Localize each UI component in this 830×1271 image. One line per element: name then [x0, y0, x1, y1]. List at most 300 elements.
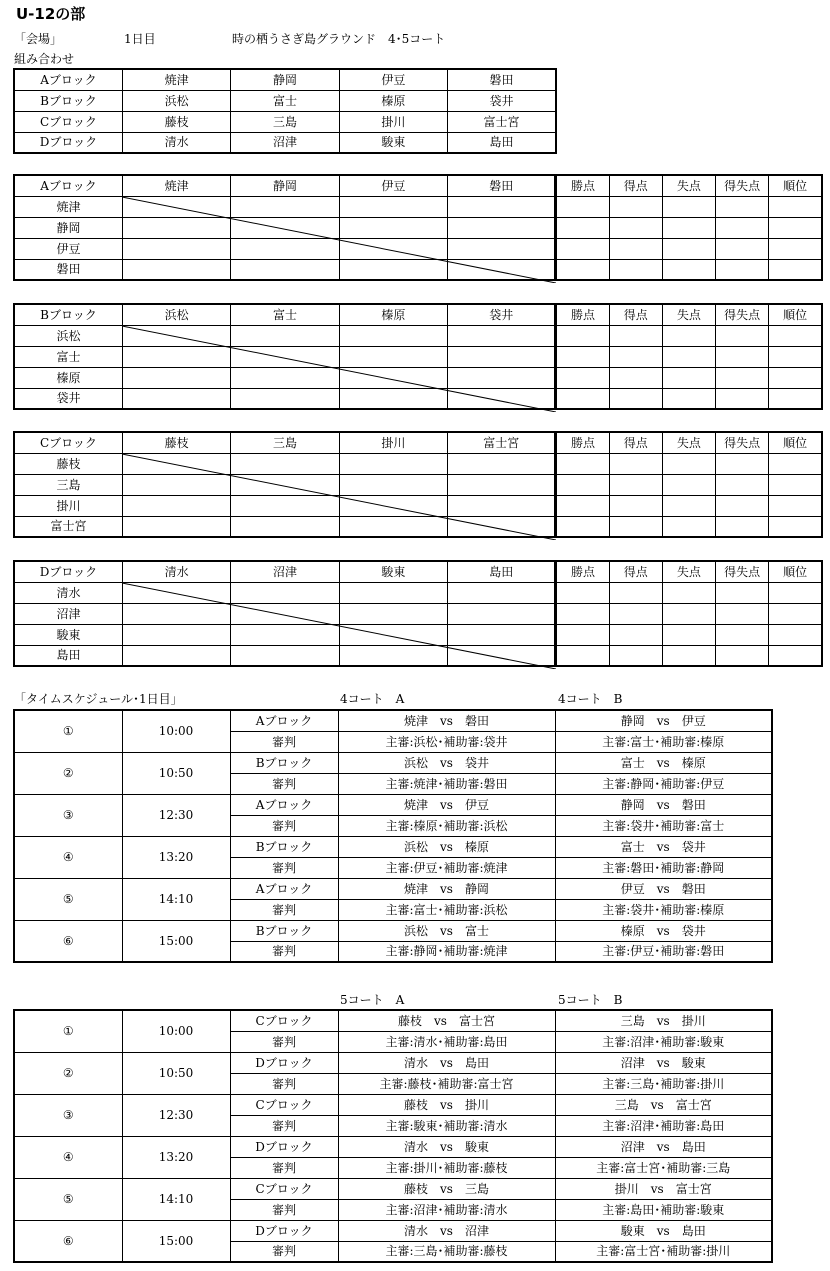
standings-header: 得失点	[716, 304, 769, 325]
court-a-match: 浜松 vs 袋井	[338, 752, 555, 773]
league-row	[14, 325, 822, 346]
team-cell: 島田	[448, 132, 556, 153]
team-cell: 磐田	[448, 69, 556, 90]
court-a-match: 清水 vs 駿東	[338, 1136, 555, 1157]
court-b-match: 駿東 vs 島田	[555, 1220, 772, 1241]
team-name: 島田	[14, 645, 122, 666]
league-row	[14, 388, 822, 409]
court-b-match: 沼津 vs 島田	[555, 1136, 772, 1157]
match-time: 14:10	[122, 878, 230, 920]
block-name: Cブロック	[230, 1178, 338, 1199]
standings-cell	[769, 346, 822, 367]
court-a-referee: 主審:焼津･補助審:磐田	[338, 773, 555, 794]
standings-cell	[662, 603, 715, 624]
standings-cell	[556, 645, 609, 666]
court-b-referee: 主審:袋井･補助審:榛原	[555, 899, 772, 920]
standings-cell	[556, 196, 609, 217]
team-header: 浜松	[122, 304, 230, 325]
result-cell	[122, 453, 230, 474]
standings-cell	[609, 453, 662, 474]
result-cell	[339, 196, 447, 217]
referee-label: 審判	[230, 1199, 338, 1220]
result-cell	[448, 516, 556, 537]
league-row	[14, 346, 822, 367]
league-row	[14, 453, 822, 474]
court-5a-label: 5コート A	[340, 993, 405, 1007]
result-cell	[231, 388, 339, 409]
standings-cell	[716, 453, 769, 474]
team-header: 掛川	[339, 432, 447, 453]
team-name: 浜松	[14, 325, 122, 346]
team-cell: 藤枝	[122, 111, 230, 132]
standings-cell	[556, 474, 609, 495]
schedule-title: 「タイムスケジュール･1日目」	[14, 692, 183, 706]
standings-cell	[662, 495, 715, 516]
result-cell	[231, 196, 339, 217]
standings-header: 勝点	[556, 432, 609, 453]
match-time: 12:30	[122, 794, 230, 836]
standings-header: 失点	[662, 561, 715, 582]
standings-cell	[556, 495, 609, 516]
referee-label: 審判	[230, 941, 338, 962]
standings-cell	[716, 516, 769, 537]
match-time: 15:00	[122, 1220, 230, 1262]
result-cell	[339, 495, 447, 516]
court-a-referee: 主審:浜松･補助審:袋井	[338, 731, 555, 752]
court-4a-label: 4コート A	[340, 692, 405, 706]
team-name: 掛川	[14, 495, 122, 516]
team-name: 三島	[14, 474, 122, 495]
standings-cell	[769, 453, 822, 474]
standings-cell	[556, 217, 609, 238]
court-a-referee: 主審:榛原･補助審:浜松	[338, 815, 555, 836]
schedule-row	[14, 836, 772, 857]
block-name: Bブロック	[230, 920, 338, 941]
result-cell	[448, 217, 556, 238]
court-a-referee: 主審:富士･補助審:浜松	[338, 899, 555, 920]
standings-cell	[609, 325, 662, 346]
standings-cell	[769, 516, 822, 537]
standings-cell	[662, 582, 715, 603]
court-b-referee: 主審:富士･補助審:榛原	[555, 731, 772, 752]
standings-cell	[769, 238, 822, 259]
block-name: Bブロック	[230, 836, 338, 857]
venue-label: 「会場」	[14, 32, 63, 46]
league-row	[14, 217, 822, 238]
standings-cell	[716, 325, 769, 346]
standings-cell	[556, 259, 609, 280]
standings-cell	[609, 624, 662, 645]
result-cell	[122, 582, 230, 603]
block-label: Cブロック	[14, 111, 122, 132]
result-cell	[339, 474, 447, 495]
team-name: 藤枝	[14, 453, 122, 474]
match-time: 10:50	[122, 1052, 230, 1094]
standings-cell	[609, 196, 662, 217]
result-cell	[448, 582, 556, 603]
standings-cell	[716, 388, 769, 409]
standings-cell	[609, 516, 662, 537]
result-cell	[231, 603, 339, 624]
team-name: 磐田	[14, 259, 122, 280]
result-cell	[231, 259, 339, 280]
block-name: Cブロック	[230, 1094, 338, 1115]
standings-header: 得点	[609, 432, 662, 453]
match-number: ①	[14, 1010, 122, 1052]
standings-cell	[769, 217, 822, 238]
schedule-row	[14, 710, 772, 731]
standings-cell	[609, 603, 662, 624]
court-4b-label: 4コート B	[558, 692, 623, 706]
referee-label: 審判	[230, 1115, 338, 1136]
standings-cell	[609, 346, 662, 367]
league-row	[14, 516, 822, 537]
standings-cell	[662, 259, 715, 280]
result-cell	[122, 495, 230, 516]
standings-cell	[769, 325, 822, 346]
standings-cell	[556, 516, 609, 537]
block-name: Aブロック	[230, 710, 338, 731]
standings-cell	[609, 495, 662, 516]
team-cell: 富士宮	[448, 111, 556, 132]
league-row	[14, 624, 822, 645]
team-name: 駿東	[14, 624, 122, 645]
standings-cell	[556, 346, 609, 367]
team-cell: 駿東	[339, 132, 447, 153]
group-row-a	[14, 69, 556, 90]
standings-cell	[769, 367, 822, 388]
result-cell	[339, 259, 447, 280]
court-b-match: 沼津 vs 駿東	[555, 1052, 772, 1073]
match-time: 10:00	[122, 710, 230, 752]
group-row-b	[14, 90, 556, 111]
league-table	[13, 560, 823, 667]
match-number: ⑥	[14, 920, 122, 962]
court-a-match: 藤枝 vs 三島	[338, 1178, 555, 1199]
team-cell: 清水	[122, 132, 230, 153]
court-a-referee: 主審:静岡･補助審:焼津	[338, 941, 555, 962]
team-cell: 静岡	[231, 69, 339, 90]
result-cell	[339, 645, 447, 666]
standings-cell	[662, 238, 715, 259]
league-row	[14, 582, 822, 603]
league-row	[14, 259, 822, 280]
team-header: 焼津	[122, 175, 230, 196]
standings-cell	[556, 582, 609, 603]
result-cell	[339, 582, 447, 603]
league-row	[14, 645, 822, 666]
referee-label: 審判	[230, 1073, 338, 1094]
result-cell	[448, 388, 556, 409]
match-number: ②	[14, 752, 122, 794]
standings-cell	[769, 495, 822, 516]
result-cell	[231, 474, 339, 495]
standings-cell	[609, 388, 662, 409]
block-name: Dブロック	[230, 1136, 338, 1157]
schedule-row	[14, 794, 772, 815]
schedule-row	[14, 1094, 772, 1115]
result-cell	[122, 624, 230, 645]
standings-cell	[609, 645, 662, 666]
standings-cell	[716, 259, 769, 280]
team-header: 藤枝	[122, 432, 230, 453]
court-b-match: 三島 vs 富士宮	[555, 1094, 772, 1115]
team-header: 清水	[122, 561, 230, 582]
schedule-row	[14, 878, 772, 899]
league-row	[14, 238, 822, 259]
standings-header: 順位	[769, 175, 822, 196]
standings-cell	[769, 388, 822, 409]
league-row	[14, 196, 822, 217]
result-cell	[231, 325, 339, 346]
result-cell	[339, 624, 447, 645]
standings-cell	[769, 624, 822, 645]
court-b-match: 榛原 vs 袋井	[555, 920, 772, 941]
league-row	[14, 474, 822, 495]
referee-label: 審判	[230, 1157, 338, 1178]
standings-cell	[769, 196, 822, 217]
standings-cell	[609, 259, 662, 280]
result-cell	[122, 367, 230, 388]
team-header: 三島	[231, 432, 339, 453]
team-name: 榛原	[14, 367, 122, 388]
league-row	[14, 603, 822, 624]
court-a-match: 清水 vs 島田	[338, 1052, 555, 1073]
result-cell	[122, 238, 230, 259]
team-name: 静岡	[14, 217, 122, 238]
court-b-referee: 主審:富士宮･補助審:三島	[555, 1157, 772, 1178]
team-name: 清水	[14, 582, 122, 603]
standings-header: 失点	[662, 304, 715, 325]
block-name: Aブロック	[230, 878, 338, 899]
result-cell	[339, 453, 447, 474]
standings-cell	[716, 645, 769, 666]
standings-cell	[662, 388, 715, 409]
match-number: ①	[14, 710, 122, 752]
block-label: Bブロック	[14, 90, 122, 111]
standings-header: 順位	[769, 304, 822, 325]
standings-cell	[769, 645, 822, 666]
standings-cell	[716, 624, 769, 645]
standings-cell	[769, 603, 822, 624]
match-number: ⑤	[14, 878, 122, 920]
result-cell	[448, 603, 556, 624]
block-label: Aブロック	[14, 69, 122, 90]
match-time: 15:00	[122, 920, 230, 962]
result-cell	[339, 516, 447, 537]
standings-cell	[556, 367, 609, 388]
court-b-referee: 主審:静岡･補助審:伊豆	[555, 773, 772, 794]
court-a-match: 焼津 vs 伊豆	[338, 794, 555, 815]
standings-header: 順位	[769, 432, 822, 453]
result-cell	[448, 238, 556, 259]
result-cell	[339, 388, 447, 409]
standings-header: 得点	[609, 304, 662, 325]
court-b-referee: 主審:三島･補助審:掛川	[555, 1073, 772, 1094]
schedule-row	[14, 920, 772, 941]
result-cell	[339, 346, 447, 367]
result-cell	[122, 516, 230, 537]
result-cell	[448, 367, 556, 388]
result-cell	[448, 645, 556, 666]
standings-cell	[716, 367, 769, 388]
match-time: 12:30	[122, 1094, 230, 1136]
team-header: 富士	[231, 304, 339, 325]
court-b-match: 静岡 vs 磐田	[555, 794, 772, 815]
block-name: Aブロック	[230, 794, 338, 815]
result-cell	[231, 217, 339, 238]
court-a-referee: 主審:掛川･補助審:藤枝	[338, 1157, 555, 1178]
court-b-match: 三島 vs 掛川	[555, 1010, 772, 1031]
standings-cell	[662, 367, 715, 388]
team-name: 焼津	[14, 196, 122, 217]
standings-cell	[716, 603, 769, 624]
referee-label: 審判	[230, 899, 338, 920]
team-cell: 掛川	[339, 111, 447, 132]
result-cell	[339, 367, 447, 388]
league-table	[13, 174, 823, 281]
team-header: 島田	[448, 561, 556, 582]
standings-header: 得点	[609, 175, 662, 196]
standings-cell	[662, 645, 715, 666]
result-cell	[122, 645, 230, 666]
standings-cell	[556, 238, 609, 259]
referee-label: 審判	[230, 1241, 338, 1262]
groups-table	[13, 68, 557, 154]
result-cell	[231, 645, 339, 666]
team-cell: 焼津	[122, 69, 230, 90]
team-cell: 伊豆	[339, 69, 447, 90]
standings-header: 得失点	[716, 175, 769, 196]
standings-header: 失点	[662, 432, 715, 453]
court-b-referee: 主審:磐田･補助審:静岡	[555, 857, 772, 878]
block-name: Dブロック	[230, 1220, 338, 1241]
court-b-match: 掛川 vs 富士宮	[555, 1178, 772, 1199]
block-name: Cブロック	[230, 1010, 338, 1031]
team-header: 沼津	[231, 561, 339, 582]
schedule-table-court4	[13, 709, 773, 963]
groups-label: 組み合わせ	[14, 52, 75, 66]
referee-label: 審判	[230, 731, 338, 752]
referee-label: 審判	[230, 773, 338, 794]
result-cell	[231, 238, 339, 259]
referee-label: 審判	[230, 857, 338, 878]
standings-header: 得失点	[716, 561, 769, 582]
match-number: ②	[14, 1052, 122, 1094]
court-b-referee: 主審:袋井･補助審:富士	[555, 815, 772, 836]
court-a-referee: 主審:三島･補助審:藤枝	[338, 1241, 555, 1262]
court-b-match: 富士 vs 榛原	[555, 752, 772, 773]
result-cell	[122, 474, 230, 495]
court-a-referee: 主審:沼津･補助審:清水	[338, 1199, 555, 1220]
standings-cell	[662, 217, 715, 238]
result-cell	[448, 259, 556, 280]
league-table	[13, 303, 823, 410]
result-cell	[448, 474, 556, 495]
court-a-match: 焼津 vs 磐田	[338, 710, 555, 731]
block-label: Dブロック	[14, 132, 122, 153]
court-5b-label: 5コート B	[558, 993, 623, 1007]
court-a-referee: 主審:伊豆･補助審:焼津	[338, 857, 555, 878]
result-cell	[231, 453, 339, 474]
league-row	[14, 367, 822, 388]
result-cell	[231, 624, 339, 645]
schedule-row	[14, 1136, 772, 1157]
standings-header: 得点	[609, 561, 662, 582]
team-header: 榛原	[339, 304, 447, 325]
team-name: 富士宮	[14, 516, 122, 537]
team-name: 袋井	[14, 388, 122, 409]
standings-header: 勝点	[556, 561, 609, 582]
match-number: ⑤	[14, 1178, 122, 1220]
team-name: 富士	[14, 346, 122, 367]
result-cell	[448, 325, 556, 346]
result-cell	[339, 325, 447, 346]
match-time: 14:10	[122, 1178, 230, 1220]
team-cell: 袋井	[448, 90, 556, 111]
schedule-row	[14, 1010, 772, 1031]
standings-cell	[769, 582, 822, 603]
court-b-match: 富士 vs 袋井	[555, 836, 772, 857]
result-cell	[339, 238, 447, 259]
standings-cell	[662, 196, 715, 217]
standings-cell	[556, 603, 609, 624]
standings-cell	[716, 238, 769, 259]
court-a-match: 浜松 vs 富士	[338, 920, 555, 941]
standings-cell	[662, 516, 715, 537]
court-a-match: 清水 vs 沼津	[338, 1220, 555, 1241]
standings-cell	[556, 325, 609, 346]
court-a-referee: 主審:駿東･補助審:清水	[338, 1115, 555, 1136]
standings-cell	[556, 453, 609, 474]
result-cell	[231, 495, 339, 516]
schedule-row	[14, 752, 772, 773]
result-cell	[122, 346, 230, 367]
standings-header: 得失点	[716, 432, 769, 453]
standings-header: 勝点	[556, 304, 609, 325]
standings-header: 勝点	[556, 175, 609, 196]
standings-cell	[609, 367, 662, 388]
standings-cell	[662, 624, 715, 645]
court-a-match: 焼津 vs 静岡	[338, 878, 555, 899]
result-cell	[448, 624, 556, 645]
block-name: Bブロック	[230, 752, 338, 773]
court-b-referee: 主審:沼津･補助審:島田	[555, 1115, 772, 1136]
team-cell: 三島	[231, 111, 339, 132]
schedule-row	[14, 1178, 772, 1199]
team-header: 袋井	[448, 304, 556, 325]
schedule-row	[14, 1220, 772, 1241]
standings-cell	[716, 217, 769, 238]
standings-cell	[769, 259, 822, 280]
match-time: 10:50	[122, 752, 230, 794]
court-b-match: 静岡 vs 伊豆	[555, 710, 772, 731]
result-cell	[448, 495, 556, 516]
standings-cell	[769, 474, 822, 495]
team-header: 富士宮	[448, 432, 556, 453]
standings-header: 失点	[662, 175, 715, 196]
result-cell	[231, 582, 339, 603]
result-cell	[122, 325, 230, 346]
result-cell	[231, 346, 339, 367]
team-cell: 浜松	[122, 90, 230, 111]
court-a-match: 藤枝 vs 掛川	[338, 1094, 555, 1115]
team-name: 伊豆	[14, 238, 122, 259]
league-row	[14, 495, 822, 516]
team-header: 静岡	[231, 175, 339, 196]
standings-cell	[609, 238, 662, 259]
standings-cell	[716, 346, 769, 367]
